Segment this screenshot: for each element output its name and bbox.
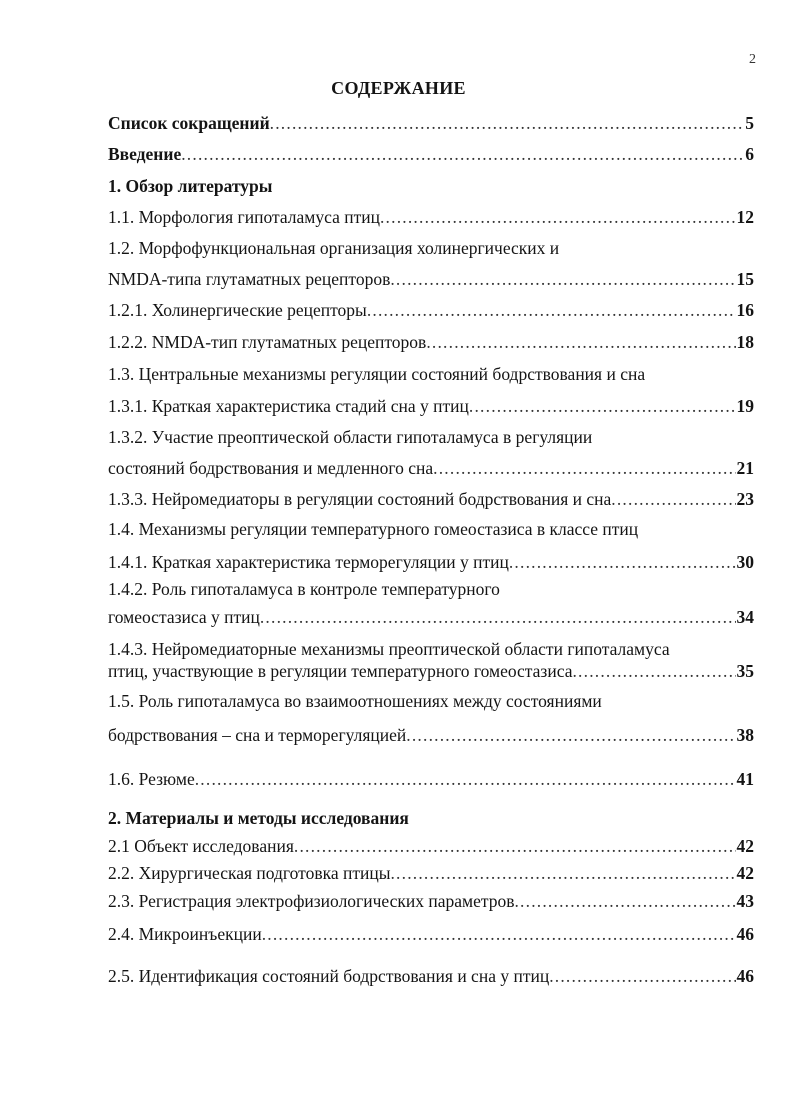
toc-entry-text: 1.4.2. Роль гипоталамуса в контроле температурного (108, 579, 500, 599)
dot-leader (367, 299, 736, 321)
toc-chapter-2 (108, 807, 754, 829)
dot-leader (426, 331, 735, 353)
toc-entry-text: 1.3.2. Участие преоптической области гипоталамуса в регуляции (108, 427, 593, 447)
dot-leader (611, 488, 735, 510)
toc-entry-1-4-1 (108, 551, 754, 573)
toc-entry-text: 1.4. Механизмы регуляции температурного гомеостазиса в классе птиц (108, 519, 639, 539)
dot-leader (572, 660, 735, 682)
toc-entry-1-4-2-line1 (108, 578, 754, 600)
toc-page-number: 41 (736, 769, 754, 789)
toc-entry-1-4 (108, 518, 754, 540)
toc-entry-1-3-1 (108, 395, 754, 417)
toc-entry-2-3 (108, 890, 754, 912)
toc-page-number: 38 (736, 725, 754, 745)
dot-leader (514, 890, 735, 912)
toc-entry-1-4-3-line2 (108, 660, 754, 682)
toc-page-number: 5 (745, 113, 754, 133)
toc-entry-2-4 (108, 923, 754, 945)
toc-entry-text: бодрствования – сна и терморегуляцией (108, 725, 407, 745)
toc-entry-2-5 (108, 965, 754, 987)
toc-chapter-1 (108, 175, 754, 197)
toc-entry-text: Введение (108, 144, 182, 164)
toc-entry-text: 1.6. Резюме (108, 769, 195, 789)
toc-entry-text: 2. Материалы и методы исследования (108, 808, 409, 828)
toc-entry-1-4-2-line2 (108, 606, 754, 628)
toc-entry-text: 1.2.1. Холинергические рецепторы (108, 300, 367, 320)
toc-entry-text: 1.5. Роль гипоталамуса во взаимоотношениях между состояниями (108, 691, 602, 711)
toc-page-number: 12 (736, 207, 754, 227)
toc-page-number: 46 (736, 924, 754, 944)
toc-entry-abbreviations (108, 112, 754, 134)
toc-page-number: 23 (736, 489, 754, 509)
dot-leader (380, 206, 736, 228)
toc-entry-text: 2.4. Микроинъекции (108, 924, 262, 944)
toc-entry-1-3 (108, 363, 754, 385)
toc-entry-2-1 (108, 835, 754, 857)
page-number: 2 (749, 52, 756, 67)
toc-entry-1-5-line2 (108, 724, 754, 746)
dot-leader (270, 112, 745, 134)
toc-page-number: 16 (736, 300, 754, 320)
toc-entry-text: 1.3.3. Нейромедиаторы в регуляции состояний бодрствования и сна (108, 489, 612, 509)
toc-page-number: 18 (736, 332, 754, 352)
dot-leader (469, 395, 736, 417)
toc-page-number: 21 (736, 458, 754, 478)
toc-entry-introduction (108, 143, 754, 165)
toc-page-number: 30 (736, 552, 754, 572)
toc-entry-text: 1. Обзор литературы (108, 176, 273, 196)
toc-entry-1-3-3 (108, 488, 754, 510)
toc-entry-text: состояний бодрствования и медленного сна (108, 458, 434, 478)
toc-entry-1-2-2 (108, 331, 754, 353)
toc-entry-1-3-2-line1 (108, 426, 754, 448)
toc-page-number: 19 (736, 396, 754, 416)
toc-entry-1-2-1 (108, 299, 754, 321)
dot-leader (294, 835, 736, 857)
dot-leader (260, 606, 736, 628)
page-title: СОДЕРЖАНИЕ (331, 78, 466, 98)
toc-entry-1-6 (108, 768, 754, 790)
toc-entry-1-2-line1 (108, 237, 754, 259)
dot-leader (195, 768, 736, 790)
toc-entry-text: 1.3. Центральные механизмы регуляции состояний бодрствования и сна (108, 364, 646, 384)
toc-page-number: 6 (745, 144, 754, 164)
dot-leader (262, 923, 736, 945)
toc-entry-1-1 (108, 206, 754, 228)
toc-page-number: 15 (736, 269, 754, 289)
toc-entry-text: 1.4.1. Краткая характеристика терморегуляции у птиц (108, 552, 509, 572)
toc-entry-1-3-2-line2 (108, 457, 754, 479)
toc-entry-text: 1.4.3. Нейромедиаторные механизмы преоптической области гипоталамуса (108, 639, 670, 659)
toc-entry-text: 2.2. Хирургическая подготовка птицы (108, 863, 391, 883)
toc-entry-1-5-line1 (108, 690, 754, 712)
toc-entry-text: 2.3. Регистрация электрофизиологических параметров (108, 891, 515, 911)
toc-entry-text: гомеостазиса у птиц (108, 607, 260, 627)
toc-page-number: 42 (736, 863, 754, 883)
toc-entry-text: 1.2.2. NMDA-тип глутаматных рецепторов (108, 332, 427, 352)
toc-entry-text: 1.2. Морфофункциональная организация холинергических и (108, 238, 560, 258)
dot-leader (390, 862, 735, 884)
toc-entry-2-2 (108, 862, 754, 884)
toc-page-number: 43 (736, 891, 754, 911)
dot-leader (390, 268, 735, 290)
dot-leader (509, 551, 736, 573)
dot-leader (433, 457, 735, 479)
toc-page-number: 42 (736, 836, 754, 856)
toc-entry-text: 2.1 Объект исследования (108, 836, 294, 856)
toc-entry-1-2-line2 (108, 268, 754, 290)
toc-entry-text: 1.3.1. Краткая характеристика стадий сна у птиц (108, 396, 469, 416)
dot-leader (406, 724, 735, 746)
toc-entry-1-4-3-line1 (108, 638, 754, 660)
toc-entry-text: 1.1. Морфология гипоталамуса птиц (108, 207, 380, 227)
toc-entry-text: птиц, участвующие в регуляции температурного гомеостазиса (108, 661, 573, 681)
toc-entry-text: Список сокращений (108, 113, 270, 133)
toc-page-number: 35 (736, 661, 754, 681)
toc-entry-text: NMDA-типа глутаматных рецепторов (108, 269, 391, 289)
toc-page-number: 46 (736, 966, 754, 986)
dot-leader (549, 965, 735, 987)
toc-entry-text: 2.5. Идентификация состояний бодрствования и сна у птиц (108, 966, 550, 986)
toc-page-number: 34 (736, 607, 754, 627)
dot-leader (181, 143, 744, 165)
